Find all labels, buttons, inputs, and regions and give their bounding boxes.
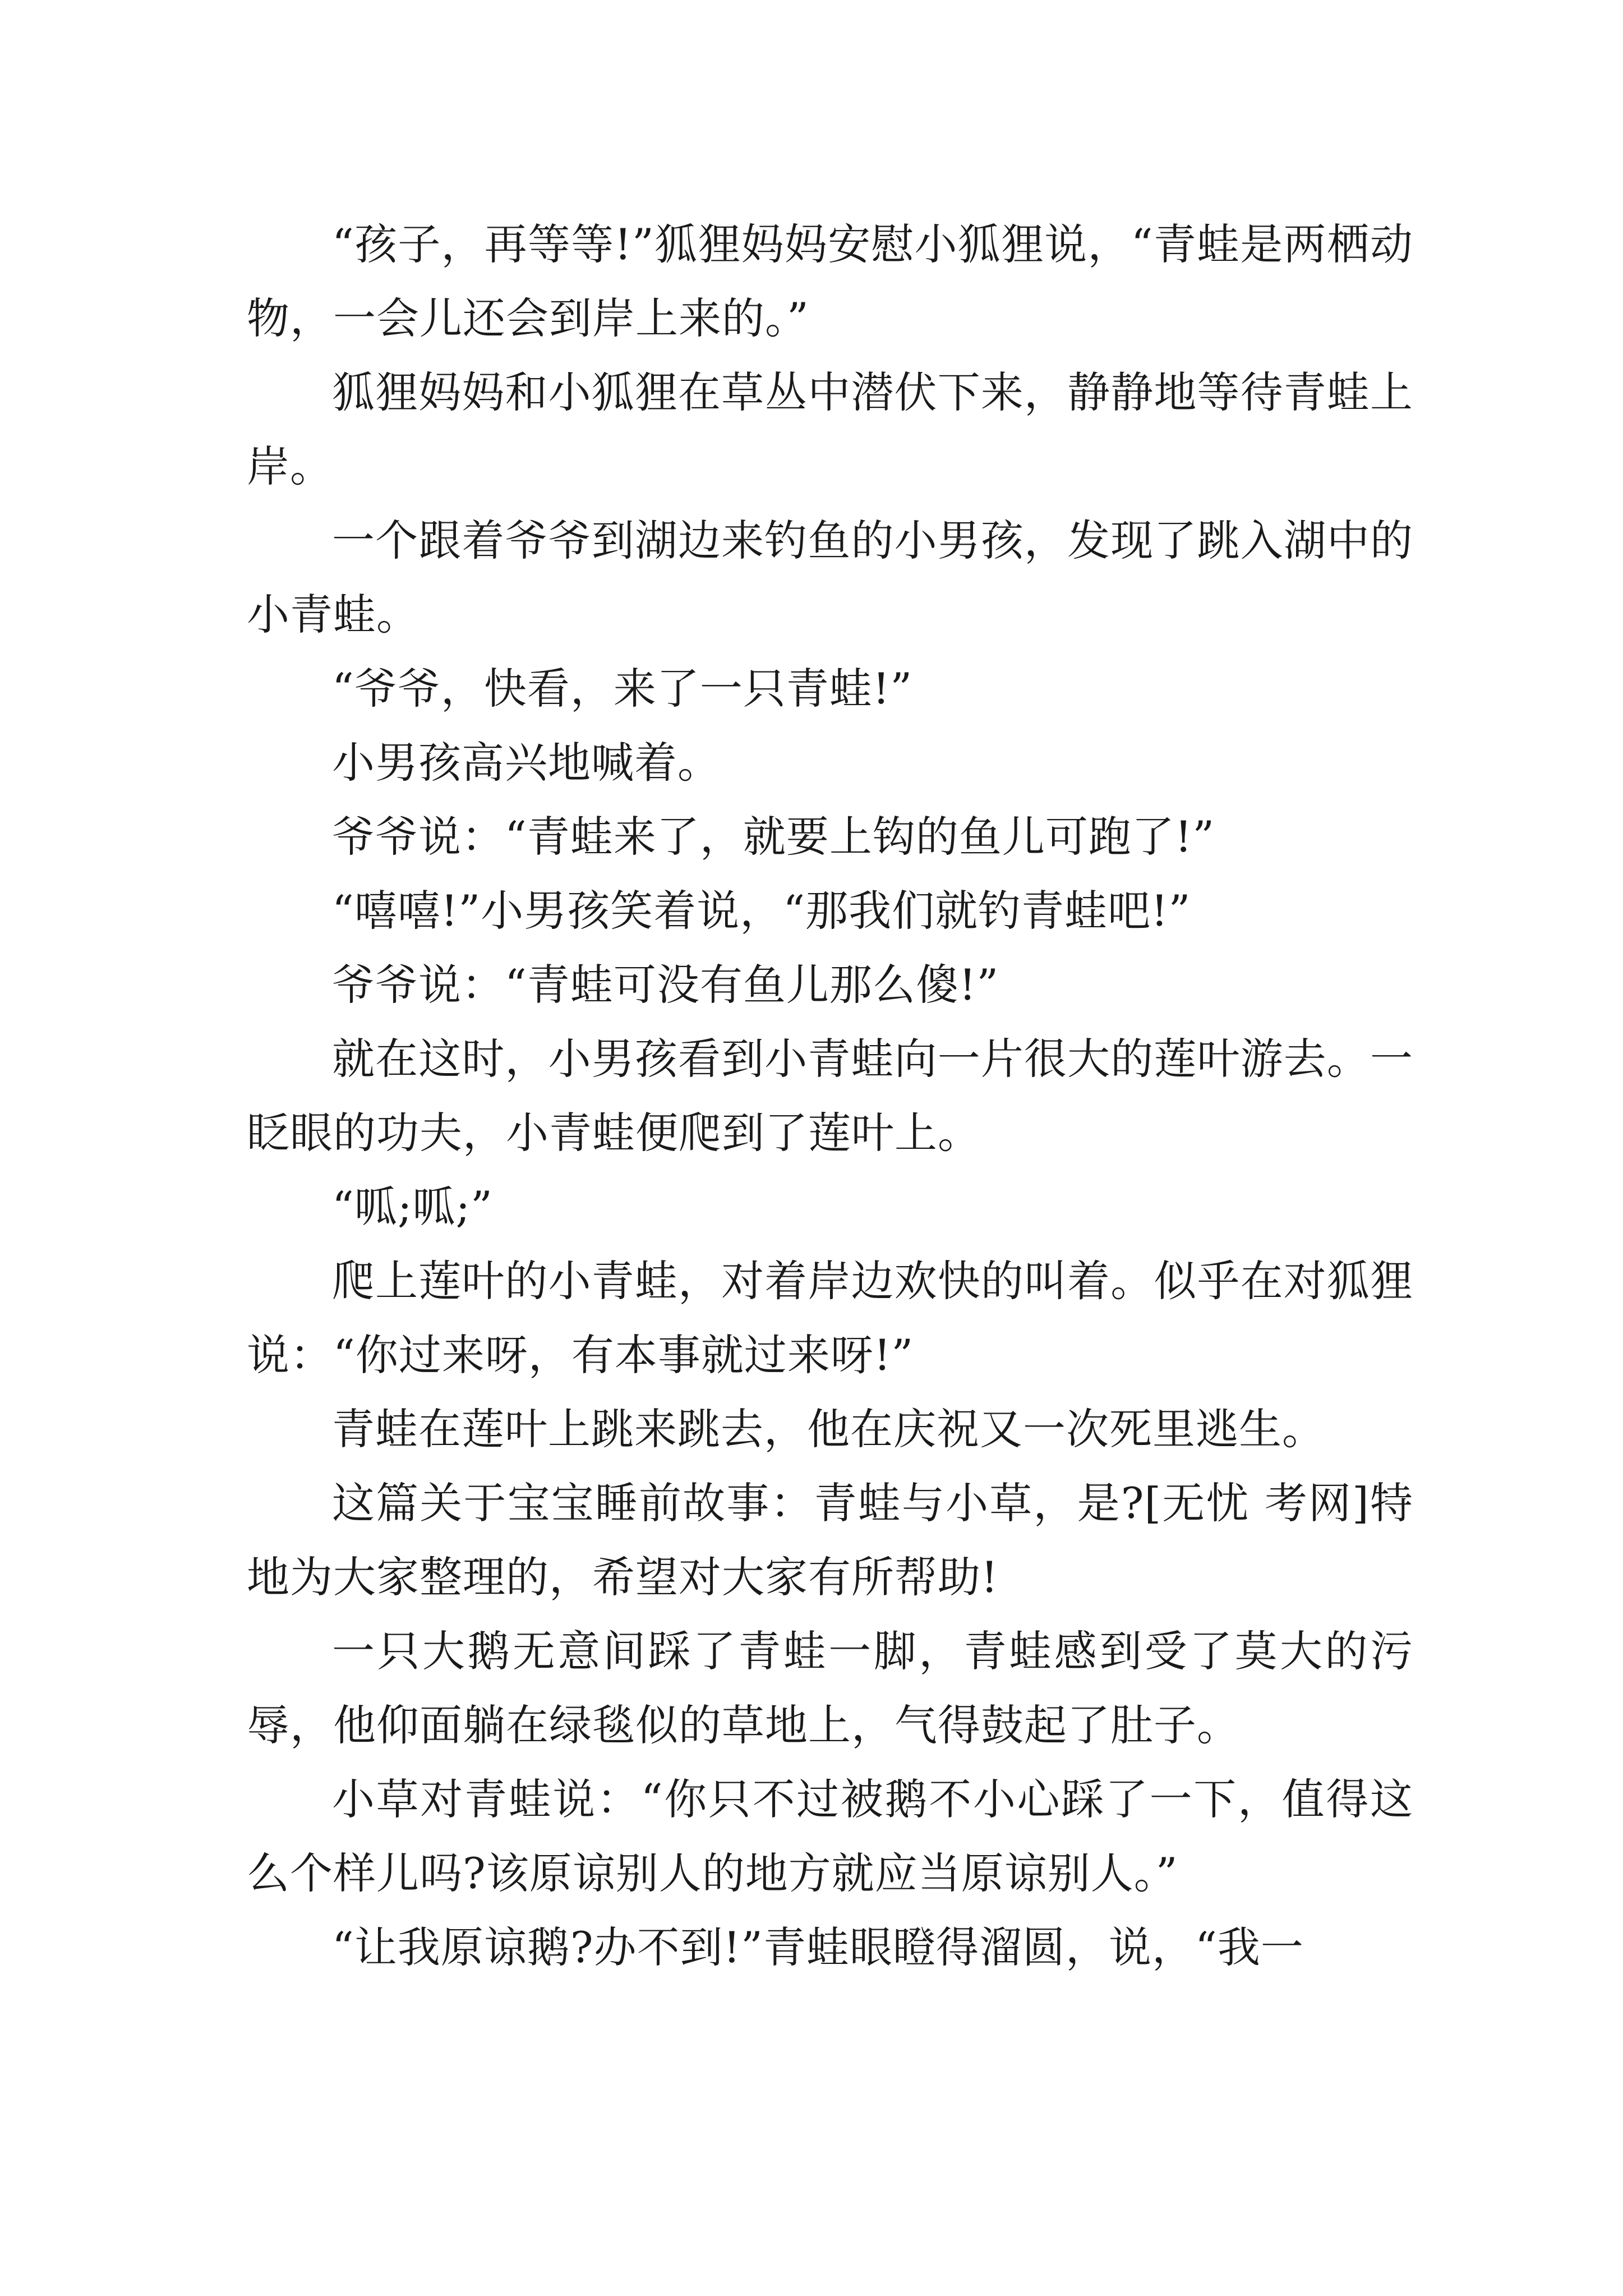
paragraph: “爷爷，快看，来了一只青蛙!” xyxy=(332,664,913,714)
paragraph: 爬上莲叶的小青蛙，对着岸边欢快的叫着。似乎在对狐狸说：“你过来呀，有本事就过来呀!” xyxy=(247,1256,1413,1380)
paragraph: 一只大鹅无意间踩了青蛙一脚，青蛙感到受了莫大的污辱，他仰面躺在绿毯似的草地上，气得鼓起了肚子。 xyxy=(247,1626,1413,1750)
paragraph: 爷爷说：“青蛙可没有鱼儿那么傻!” xyxy=(332,960,999,1010)
paragraph: 这篇关于宝宝睡前故事：青蛙与小草，是?[无忧 考网]特地为大家整理的，希望对大家有所帮助! xyxy=(247,1478,1413,1602)
paragraph: 小草对青蛙说：“你只不过被鹅不小心踩了一下，值得这么个样儿吗?该原谅别人的地方就应当原谅别人。” xyxy=(247,1774,1413,1898)
paragraph: 一个跟着爷爷到湖边来钓鱼的小男孩，发现了跳入湖中的小青蛙。 xyxy=(247,516,1413,639)
paragraph: 青蛙在莲叶上跳来跳去，他在庆祝又一次死里逃生。 xyxy=(332,1404,1325,1454)
paragraph: 狐狸妈妈和小狐狸在草丛中潜伏下来，静静地等待青蛙上岸。 xyxy=(247,367,1413,491)
paragraph: 爷爷说：“青蛙来了，就要上钩的鱼儿可跑了!” xyxy=(332,812,1215,862)
paragraph: “孩子，再等等!”狐狸妈妈安慰小狐狸说，“青蛙是两栖动物，一会儿还会到岸上来的。” xyxy=(247,219,1413,343)
paragraph: “嘻嘻!”小男孩笑着说，“那我们就钓青蛙吧!” xyxy=(332,886,1191,936)
paragraph: “让我原谅鹅?办不到!”青蛙眼瞪得溜圆，说，“我一 xyxy=(332,1922,1304,1972)
story-text xyxy=(247,208,1413,1985)
paragraph: 就在这时，小男孩看到小青蛙向一片很大的莲叶游去。一眨眼的功夫，小青蛙便爬到了莲叶上。 xyxy=(247,1034,1413,1158)
paragraph: “呱;呱;” xyxy=(332,1182,493,1232)
paragraph: 小男孩高兴地喊着。 xyxy=(332,738,721,788)
